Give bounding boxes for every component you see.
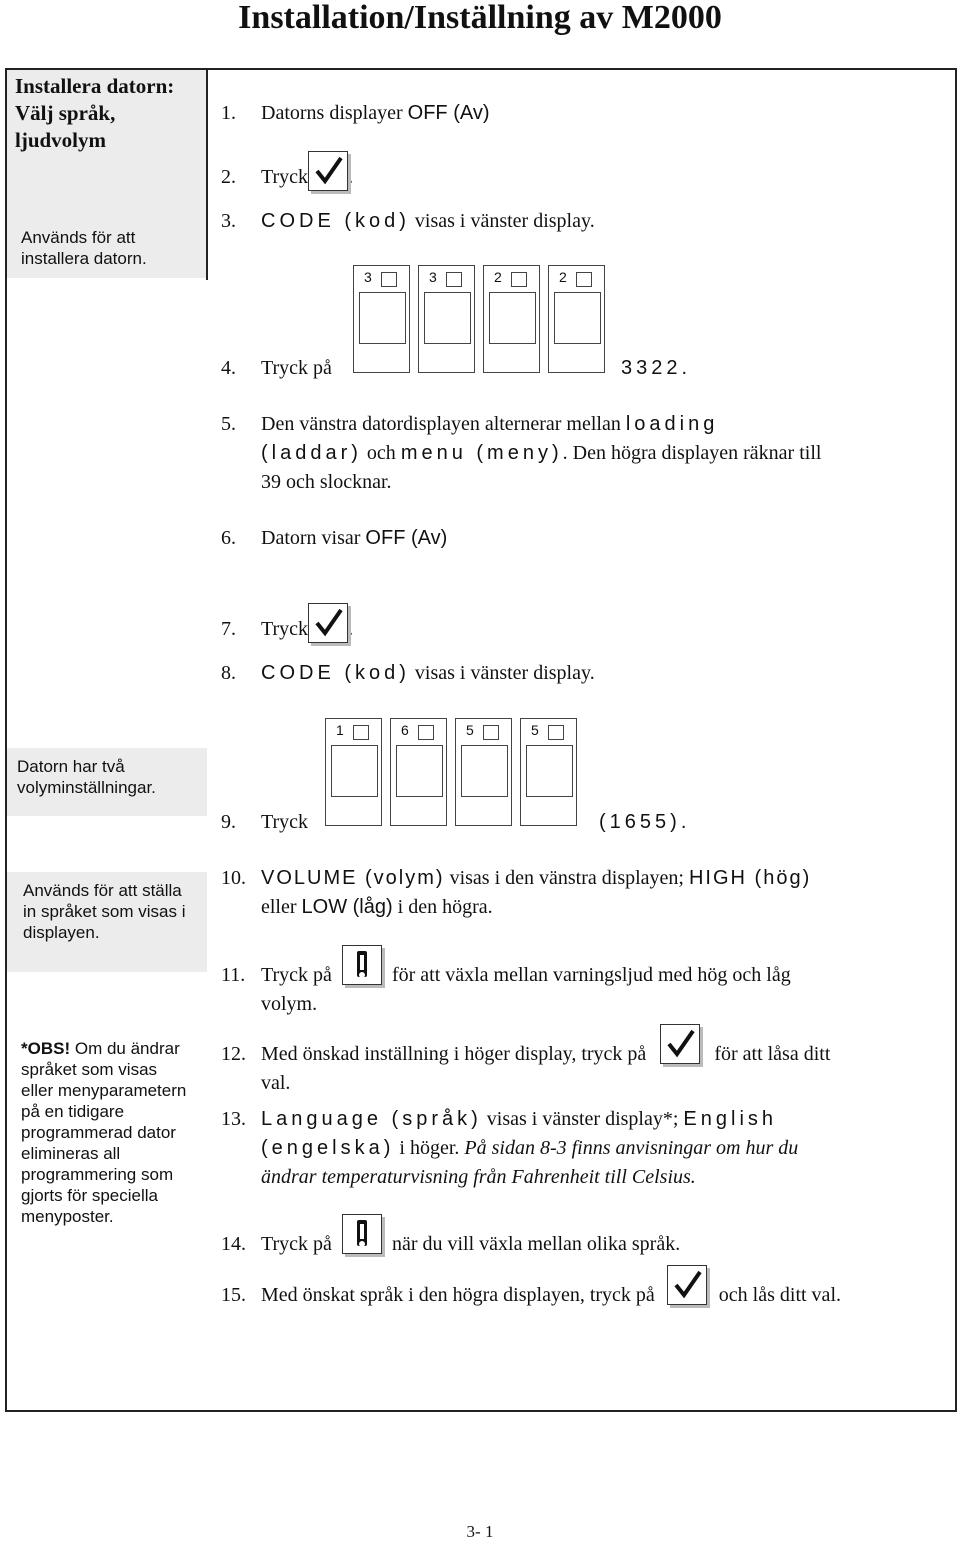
- header-divider: [206, 68, 208, 280]
- obs-text: Om du ändrar språket som visas eller menyparametern på en tidigare programmerad dator elimineras all programmering som gjorts för speciella menyposter.: [21, 1039, 187, 1226]
- step-12: 12. Med önskad inställning i höger display, tryck på för att låsa ditt val.: [221, 1024, 946, 1098]
- step-4: 4. Tryck på 3322.: [221, 357, 692, 379]
- wrench-key-icon[interactable]: [342, 1214, 382, 1254]
- check-key-icon[interactable]: [308, 151, 348, 191]
- step-11: 11. Tryck på för att växla mellan varningsljud med hög och låg volym.: [221, 945, 946, 1019]
- step-7: 7. Tryck .: [221, 603, 946, 644]
- keypad-key[interactable]: 6: [390, 718, 447, 826]
- step-15: 15. Med önskat språk i den högra displayen, tryck på och lås ditt val.: [221, 1265, 946, 1310]
- step-8: 8. CODE (kod) visas i vänster display.: [221, 662, 595, 684]
- keypad-key[interactable]: 5: [520, 718, 577, 826]
- step-6: 6. Datorn visar OFF (Av): [221, 527, 448, 549]
- sidebar-note-install: Används för att installera datorn.: [7, 219, 206, 278]
- step-13: 13. Language (språk) visas i vänster display*; English (engelska) i höger. På sidan 8-3 finns anvisningar om hur du ändrar temperaturvisning från Fahrenheit till Celsius.: [221, 1108, 799, 1188]
- sidebar-heading: Installera datorn: Välj språk, ljudvolym: [7, 70, 206, 278]
- obs-label: *OBS!: [21, 1039, 71, 1058]
- page-number: 3- 1: [466, 1522, 494, 1541]
- keypad-key[interactable]: 2: [548, 265, 605, 373]
- step-2: 2. Tryck .: [221, 151, 946, 192]
- wrench-key-icon[interactable]: [342, 945, 382, 985]
- step-1: 1. Datorns displayer OFF (Av): [221, 102, 490, 124]
- check-key-icon[interactable]: [660, 1024, 700, 1064]
- sidebar-note-language: Används för att ställa in språket som visas i displayen.: [7, 872, 207, 972]
- keypad-key[interactable]: 1: [325, 718, 382, 826]
- sidebar-obs-note: [7, 1030, 207, 1290]
- check-key-icon[interactable]: [308, 603, 348, 643]
- keypad-key[interactable]: 5: [455, 718, 512, 826]
- step-14: 14. Tryck på när du vill växla mellan olika språk.: [221, 1214, 946, 1259]
- step-3: 3. CODE (kod) visas i vänster display.: [221, 210, 595, 232]
- step-9: 9. Tryck (1655).: [221, 811, 691, 833]
- keypad-key[interactable]: 3: [418, 265, 475, 373]
- keypad-key[interactable]: 3: [353, 265, 410, 373]
- check-key-icon[interactable]: [667, 1265, 707, 1305]
- sidebar-note-volume: Datorn har två volyminställningar.: [7, 748, 207, 816]
- keypad-key[interactable]: 2: [483, 265, 540, 373]
- step-5: 5. Den vänstra datordisplayen alternerar mellan loading (laddar) och menu (meny). Den högra displayen räknar till 39 och slocknar.: [221, 413, 822, 493]
- step-10: 10. VOLUME (volym) visas i den vänstra displayen; HIGH (hög) eller LOW (låg) i den högra.: [221, 867, 812, 918]
- page-title: Installation/Inställning av M2000: [238, 0, 722, 36]
